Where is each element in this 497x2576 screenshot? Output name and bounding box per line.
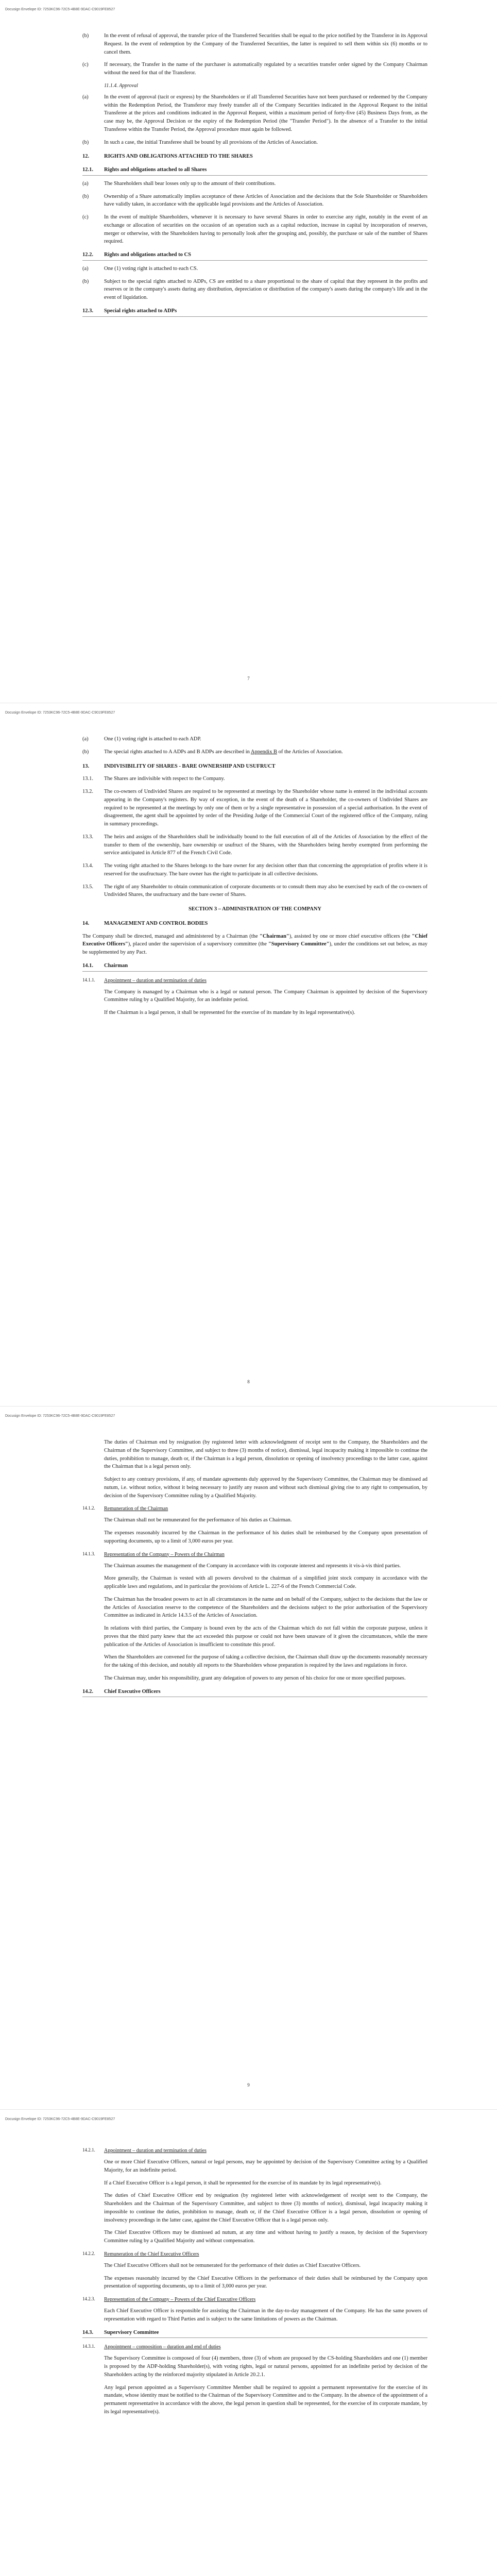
paragraph: The expenses reasonably incurred by the Chief Executive Officers in the performance of their duties shall be reimbursed by the Company upon presentation of supporting documents, up to a limit of 3,000 euros per year. xyxy=(104,2275,427,2290)
paragraph: 13.4. The voting right attached to the Shares belongs to the bare owner for any decision other than that concerning the appropriation of profits where it is reserved for the usufructuary. The bare owner has the right to participate in all collective decisions. xyxy=(82,863,427,877)
section-heading: 12.3. Special rights attached to ADPs xyxy=(82,307,427,317)
paragraph: If a Chief Executive Officer is a legal person, it shall be represented for the exercise of its mandate by its legal representative(s). xyxy=(104,2180,382,2186)
subsection-heading: 11.1.4. Approval xyxy=(104,82,138,89)
paragraph: (c) If necessary, the Transfer in the name of the purchaser is automatically regulated by a securities transfer order signed by the Company Chairman without the need for that of the Transferor. xyxy=(82,62,427,76)
paragraph: More generally, the Chairman is vested with all powers devolved to the chairman of a simplified joint stock company in accordance with the applicable laws and regulations, and in particular the provisions of Article L. 227-6 of the French Commercial Code. xyxy=(104,1575,427,1589)
subsection-heading: 14.1.2. Remuneration of the Chairman xyxy=(82,1505,168,1512)
subsection-heading: 14.2.2. Remuneration of the Chief Executive Officers xyxy=(82,2250,199,2257)
paragraph: The Chief Executive Officers may be dismissed ad nutum, at any time and without having to justify a reason, by decision of the Supervisory Committee ruling by a Qualified Majority and without compensation. xyxy=(104,2230,427,2244)
document-page-7 xyxy=(0,0,497,703)
paragraph: 13.2. The co-owners of Undivided Shares are required to be represented at meetings by the Shareholder whose name is entered in the individual accounts appearing in the Company's registers. By way of exception, in the event of the death of a Shareholder, the co-owners of Undivided Shares are required to be represented at the meetings by only one of them or by a single representative in possession of a special authorisation. In the event of disagreement, the agent shall be appointed by order of the Presiding Judge of the Commercial Court of the registered office of the Company, ruling in summary proceedings. xyxy=(82,789,427,827)
envelope-id: Docusign Envelope ID: 7253KC96-72C5-4B8E-9DAC-C9019FE8527 xyxy=(5,8,115,11)
paragraph: (b) The special rights attached to A ADPs and B ADPs are described in Appendix B of the Articles of Association. xyxy=(82,749,343,755)
envelope-id: Docusign Envelope ID: 7253KC96-72C5-4B8E-9DAC-C9019FE8527 xyxy=(5,1414,115,1418)
paragraph: Subject to any contrary provisions, if any, of mandate agreements duly approved by the Supervisory Committee, the Chairman may be dismissed ad nutum, i.e. without notice, without it being necessary to justify any reason and without such dismissal giving rise to any right to compensation, by decision of the Supervisory Committee ruling by a Qualified Majority. xyxy=(104,1477,427,1499)
paragraph: When the Shareholders are convened for the purpose of taking a collective decision, the Chairman shall draw up the documents reasonably necessary for the taking of this decision, and notably all reports to the Shareholders whose preparation is required by the laws and regulations in force. xyxy=(104,1654,427,1668)
paragraph: The Chief Executive Officers shall not be remunerated for the performance of their duties as Chief Executive Officers. xyxy=(104,2262,361,2268)
page-number: 9 xyxy=(247,2082,250,2088)
article-heading: 12. RIGHTS AND OBLIGATIONS ATTACHED TO THE SHARES xyxy=(82,154,253,160)
appendix-link[interactable]: Appendix B xyxy=(250,749,277,755)
paragraph: Any legal person appointed as a Supervisory Committee Member shall be required to appoint a permanent representative for the exercise of its mandate, whose identity must be notified to the Chairman of the Supervisory Committee and to the Company. In the absence of the appointment of a permanent representative in accordance with the above, the legal person in question shall be represented, for the exercise of its corporate mandate, by its legal representative(s). xyxy=(104,2384,427,2415)
paragraph: (b) In the event of refusal of approval, the transfer price of the Transferred Securities shall be equal to the price notified by the Transferor in its Approval Request. In the event of redemption by the Company of the Transferred Securities, the latter is required to sell them within six (6) months or to cancel them. xyxy=(82,33,427,55)
section-heading: 12.1. Rights and obligations attached to all Shares xyxy=(82,166,427,176)
paragraph: The duties of Chief Executive Officer end by resignation (by registered letter with acknowledgement of receipt sent to the Company, the Shareholders and the Chairman of the Supervisory Committee, and subject to three (3) months of notice), dismissal, legal incapacity making it impossible to continue the duties, prohibition to manage, death or, if the Chief Executive Officer is a legal person, dissolution or opening of insolvency proceedings in the latter case, against the Chief Executive Officer that is a legal person only. xyxy=(104,2193,427,2223)
paragraph: 13.5. The right of any Shareholder to obtain communication of corporate documents or to consult them may also be exercised by each of the co-owners of Undivided Shares, the usufructuary and the bare owner of Shares. xyxy=(82,884,427,898)
section-title: SECTION 3 – ADMINISTRATION OF THE COMPANY xyxy=(188,906,322,912)
section-heading: 14.3. Supervisory Committee xyxy=(82,2329,427,2338)
document-page-10 xyxy=(0,2110,497,2576)
paragraph: The Chairman assumes the management of the Company in accordance with its corporate interest and represents it vis-à-vis third parties. xyxy=(104,1563,401,1569)
subsection-heading: 14.2.1. Appointment – duration and termination of duties xyxy=(82,2147,207,2154)
article-heading: 13. INDIVISIBILITY OF SHARES - BARE OWNERSHIP AND USUFRUCT xyxy=(82,763,276,769)
paragraph: The Chairman may, under his responsibility, grant any delegation of powers to any person of his choice for one or more specified purposes. xyxy=(104,1675,406,1681)
paragraph: (b) Ownership of a Share automatically implies acceptance of these Articles of Association and the decisions that the Sole Shareholder or Shareholders have validly taken, in accordance with the applicable legal provisions and the Articles of Association. xyxy=(82,193,427,208)
paragraph: If the Chairman is a legal person, it shall be represented for the exercise of its mandate by its legal representative(s). xyxy=(104,1010,355,1015)
paragraph: 13.3. The heirs and assigns of the Shareholders shall be individually bound to the full execution of all of the Articles of Association by the effect of the transfer to them of the ownership, bare ownership or usufruct of the Shares, with the Shareholders being hereby exempted from performing the service anticipated in Article 877 of the French Civil Code. xyxy=(82,834,427,856)
article-heading: 14. MANAGEMENT AND CONTROL BODIES xyxy=(82,920,208,926)
paragraph: (a) In the event of approval (tacit or express) by the Shareholders or if all Transferred Securities have not been purchased or redeemed by the Company within the Redemption Period, the Transferor may freely transfer all of the Company Securities indicated in the Approval Request to the initial Transferee at the prices and conditions indicated in the Approval Request, within a maximum period of forty-five (45) Business Days from, as the case may be, the Approval Decision or the expiry of the Redemption Period (the "Transfer Period"). In the absence of a Transfer to the initial Transferee within the Transfer Period, the Approval procedure must again be followed. xyxy=(82,94,427,132)
paragraph: (c) In the event of multiple Shareholders, whenever it is necessary to have several Shares in order to exercise any right, notably in the event of an exchange or allocation of securities on the occasion of an operation such as a capital reduction, increase in capital by incorporation of reserves, merger or otherwise, with the Shareholders having to personally look after the grouping and, possibly, the purchase or sale of the number of Shares required. xyxy=(82,214,427,245)
paragraph: 13.1. The Shares are indivisible with respect to the Company. xyxy=(82,776,225,782)
paragraph: (b) In such a case, the initial Transferee shall be bound by all provisions of the Articles of Association. xyxy=(82,139,318,145)
paragraph: The expenses reasonably incurred by the Chairman in the performance of his duties shall be reimbursed by the Company upon presentation of supporting documents, up to a limit of 3,000 euros per year. xyxy=(104,1530,427,1544)
paragraph: (a) One (1) voting right is attached to each CS. xyxy=(82,265,198,272)
intro-paragraph: The Company shall be directed, managed and administered by a Chairman (the "Chairman"), assisted by one or more chief executive officers (the "Chief Executive Officers"), placed under the supervision of a supervisory committee (the "Supervisory Committee"), under the conditions set out below, as may be supplemented by any Pact. xyxy=(82,933,427,955)
section-heading: 12.2. Rights and obligations attached to CS xyxy=(82,251,427,261)
envelope-id: Docusign Envelope ID: 7253KC96-72C5-4B8E-9DAC-C9019FE8527 xyxy=(5,711,115,715)
paragraph: In relations with third parties, the Company is bound even by the acts of the Chairman which do not fall within the corporate purpose, unless it proves that the third party knew that the act exceeded this purpose or could not have been unaware of it given the circumstances, while the mere publication of the Articles of Association is insufficient to constitute this proof. xyxy=(104,1625,427,1648)
page-number: 8 xyxy=(247,1379,250,1384)
paragraph: (b) Subject to the special rights attached to ADPs, CS are entitled to a share proportional to the share of capital that they represent in the profits and reserves or in the company's assets during any distribution, depreciation or distribution of the company's assets during the company's life and in the event of liquidation. xyxy=(82,278,427,300)
paragraph: (a) The Shareholders shall bear losses only up to the amount of their contributions. xyxy=(82,180,276,187)
paragraph: The duties of Chairman end by resignation (by registered letter with acknowledgment of receipt sent to the Company, the Shareholders and the Chairman of the Supervisory Committee, and subject to three (3) months of notice), dismissal, legal incapacity making it impossible to continue the duties, prohibition to manage, death or, if the Chairman is a legal person, dissolution or opening of insolvency proceedings to the latter case, against the Chairman that is a legal person only. xyxy=(104,1439,427,1470)
paragraph: One or more Chief Executive Officers, natural or legal persons, may be appointed by decision of the Supervisory Committee acting by a Qualified Majority, for an indefinite period. xyxy=(104,2159,427,2173)
document-page-9 xyxy=(0,1406,497,2110)
paragraph: The Chairman shall not be remunerated for the performance of his duties as Chairman. xyxy=(104,1517,292,1523)
subsection-heading: 14.3.1. Appointment – composition – duration and end of duties xyxy=(82,2344,221,2350)
paragraph: The Company is managed by a Chairman who is a legal or natural person. The Company Chairman is appointed by decision of the Supervisory Committee ruling by a Qualified Majority, for an indefinite period. xyxy=(104,989,427,1003)
page-number: 7 xyxy=(247,675,250,681)
section-heading: 14.2. Chief Executive Officers xyxy=(82,1688,427,1698)
subsection-heading: 14.2.3. Representation of the Company – Powers of the Chief Executive Officers xyxy=(82,2296,256,2302)
paragraph: The Supervisory Committee is composed of four (4) members, three (3) of whom are proposed by the CS-holding Shareholders and one (1) member is proposed by the ADP-holding Shareholder(s), with voting rights, legal or natural persons, appointed for an indefinite period by decision of the Shareholders acting by the reinforced majority stipulated in Article 20.2.1. xyxy=(104,2355,427,2378)
document-page-8 xyxy=(0,703,497,1406)
subsection-heading: 14.1.1. Appointment – duration and termination of duties xyxy=(82,977,207,984)
paragraph: Each Chief Executive Officer is responsible for assisting the Chairman in the day-to-day management of the Company. He has the same powers of representation with regard to Third Parties and is subject to the same limitations of powers as the Chairman. xyxy=(104,2308,427,2322)
envelope-id: Docusign Envelope ID: 7253KC96-72C5-4B8E-9DAC-C9019FE8527 xyxy=(5,2117,115,2121)
subsection-heading: 14.1.3. Representation of the Company – Powers of the Chairman xyxy=(82,1551,225,1557)
paragraph: The Chairman has the broadest powers to act in all circumstances in the name and on behalf of the Company, subject to the decisions that the law or the Articles of Association reserve to the competence of the Shareholders and the decisions subject to the prior authorisation of the Supervisory Committee as indicated in Article 14.3.5 of the Articles of Association. xyxy=(104,1596,427,1619)
section-heading: 14.1. Chairman xyxy=(82,962,427,972)
paragraph: (a) One (1) voting right is attached to each ADP. xyxy=(82,736,201,742)
